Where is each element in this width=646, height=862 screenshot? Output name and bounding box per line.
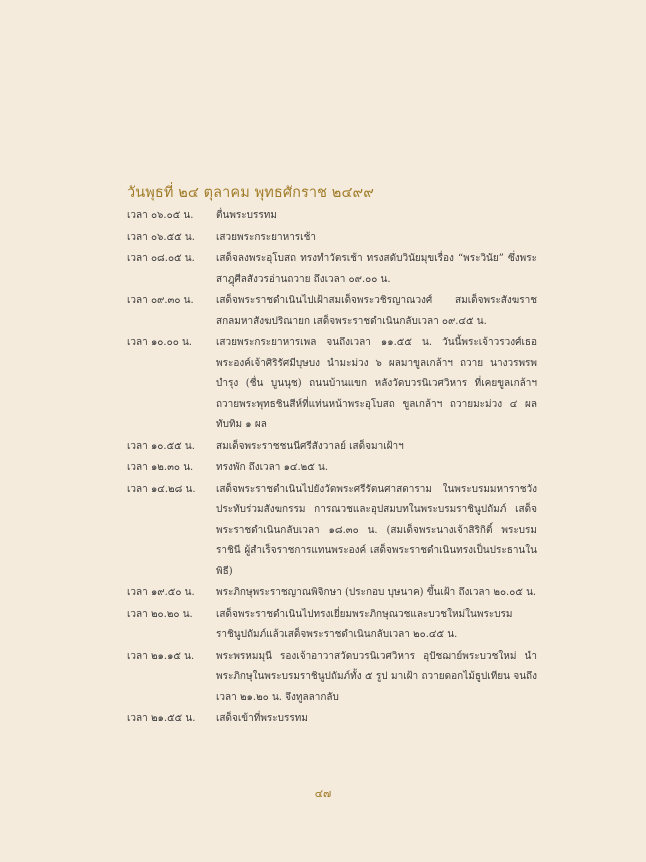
entry-description: เสวยพระกระยาหารเพล จนถึงเวลา ๑๑.๕๕ น. วันนี้พระเจ้าวรวงศ์เธอ พระองค์เจ้าศิริรัศมีบุษบง นำมะม่วง ๖ ผลมาขูลเกล้าฯ ถวาย นางวรพรพ บำรุง (ชื่น บูนนุช) ถนนบ้านแขก หลังวัดบวรนิเวศวิหาร ที่เคยขูลเกล้าฯ ถวายพระพุทธชินสีห์ที่แท่นหน้าพระอุโบสถ ขูลเกล้าฯ ถวายมะม่วง ๔ ผล ทับทิม ๑ ผล <box>216 337 537 430</box>
schedule-entry <box>127 291 537 332</box>
entry-description: พระภิกษุพระราชญาณพิจิกษา (ประกอบ บุษนาค) ขึ้นเฝ้า ถึงเวลา ๒๐.๐๕ น. <box>216 587 537 598</box>
schedule-entry <box>127 333 537 436</box>
entry-time: เวลา ๑๔.๒๘ น. <box>127 483 196 495</box>
entry-description: เสด็จพระราชดำเนินไปทรงเยี่ยมพระภิกษุณวชและบวชใหม่ในพระบรมราชินูปถัมภ์แล้วเสด็จพระราชดำเนินกลับเวลา ๒๐.๔๕ น. <box>216 608 513 640</box>
schedule-entry <box>127 437 537 458</box>
schedule-entry <box>127 647 537 709</box>
schedule-entry <box>127 206 537 227</box>
entry-time: เวลา ๑๐.๐๐ น. <box>127 337 192 348</box>
entry-time: เวลา ๒๐.๒๐ น. <box>127 608 193 620</box>
schedule-entry <box>127 709 537 730</box>
entry-time: เวลา ๒๑.๕๕ น. <box>127 713 196 724</box>
entry-time: เวลา ๑๙.๕๐ น. <box>127 587 195 598</box>
schedule-list <box>127 206 537 731</box>
entry-time: เวลา ๑๐.๕๕ น. <box>127 440 195 452</box>
entry-time: เวลา ๐๙.๓๐ น. <box>127 295 194 306</box>
entry-description: เสด็จพระราชดำเนินไปยังวัดพระศรีรัตนศาสดาราม ในพระบรมมหาราชวัง ประทับร่วมสังฆกรรม การณวชและอุปสมบทในพระบรมราชินูปถัมภ์ เสด็จพระราชดำเนินกลับเวลา ๑๘.๓๐ น. (สมเด็จพระนางเจ้าสิริกิติ์ พระบรมราชินี ผู้สำเร็จราชการแทนพระองค์ เสด็จพระราชดำเนินทรงเป็นประธานในพิธี) <box>216 483 537 577</box>
schedule-entry <box>127 249 537 290</box>
entry-time: เวลา ๐๘.๐๕ น. <box>127 253 195 264</box>
entry-time: เวลา ๒๑.๑๕ น. <box>127 650 195 662</box>
page-heading: วันพุธที่ ๒๔ ตุลาคม พุทธศักราช ๒๔๙๙ <box>127 185 374 201</box>
entry-description: ตื่นพระบรรทม <box>216 210 277 221</box>
schedule-entry <box>127 458 537 479</box>
entry-description: เสด็จพระราชดำเนินไปเฝ้าสมเด็จพระวชิรญาณวงศ์ สมเด็จพระสังฆราช สกลมหาสังฆปริณายก เสด็จพระราชดำเนินกลับเวลา ๐๙.๔๕ น. <box>216 295 537 327</box>
schedule-entry <box>127 583 537 604</box>
schedule-entry <box>127 605 537 646</box>
entry-description: เสด็จลงพระอุโบสถ ทรงทำวัตรเช้า ทรงสดับวินัยมุขเรื่อง “พระวินัย” ซึ่งพระสาฎุศีลสังวรอ่านถวาย ถึงเวลา ๐๙.๐๐ น. <box>216 253 537 285</box>
schedule-entry <box>127 228 537 249</box>
entry-description: ทรงพัก ถึงเวลา ๑๔.๒๕ น. <box>216 462 329 473</box>
entry-description: เสวยพระกระยาหารเช้า <box>216 231 316 243</box>
entry-description: พระพรหมมุนี รองเจ้าอาวาสวัดบวรนิเวศวิหาร อุปัชฌาย์พระบวชใหม่ นำพระภิกษุในพระบรมราชินูปถัมภ์ทั้ง ๕ รูป มาเฝ้า ถวายดอกไม้ธูปเทียน จนถึงเวลา ๒๑.๒๐ น. จึงทูลลากลับ <box>216 650 537 703</box>
entry-description: เสด็จเข้าที่พระบรรทม <box>216 713 308 724</box>
schedule-entry <box>127 480 537 583</box>
entry-time: เวลา ๐๖.๐๕ น. <box>127 210 194 221</box>
entry-description: สมเด็จพระราชชนนีศรีสังวาลย์ เสด็จมาเฝ้าฯ <box>216 440 404 452</box>
entry-time: เวลา ๐๖.๕๕ น. <box>127 231 195 243</box>
entry-time: เวลา ๑๒.๓๐ น. <box>127 462 194 473</box>
page-number: ๔๗ <box>314 787 332 800</box>
